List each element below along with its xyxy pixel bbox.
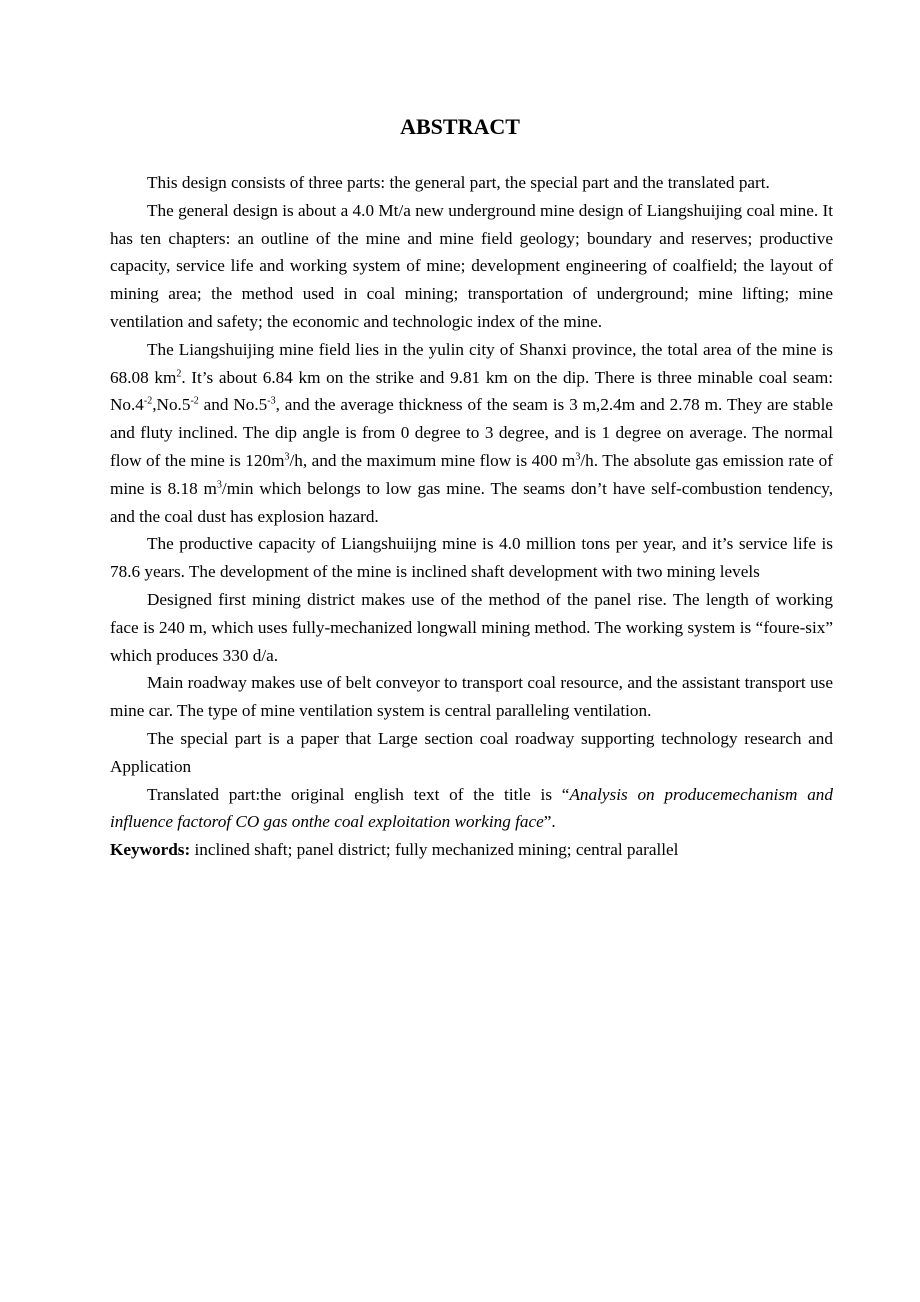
keywords-label: Keywords: [110,840,191,860]
paragraph-transport: Main roadway makes use of belt conveyor to transport coal resource, and the assistant transport use mine car. The type of mine ventilation system is central paralleling ventilation. [110,673,833,721]
superscript: -2 [143,395,153,407]
paragraph-overview: This design consists of three parts: the general part, the special part and the translated part. [147,173,770,192]
keywords-line [110,836,833,864]
superscript: -3 [267,395,276,407]
superscript: 3 [575,451,581,463]
paragraph-translated-part: Translated part:the original english text of the title is “Analysis on producemechanism and influence factorof CO gas onthe coal exploitation working face”. [110,784,833,832]
paragraph-mining-district: Designed first mining district makes use of the method of the panel rise. The length of working face is 240 m, which uses fully-mechanized longwall mining method. The working system is “foure-six” which produces 330 d/a. [110,589,833,665]
page-title: ABSTRACT [400,114,520,139]
abstract-body [110,169,833,864]
paragraph-special-part: The special part is a paper that Large section coal roadway supporting technology research and Application [110,728,833,776]
paragraph-capacity: The productive capacity of Liangshuiijng mine is 4.0 million tons per year, and it’s service life is 78.6 years. The development of the mine is inclined shaft development with two mining levels [110,534,833,582]
superscript: 3 [284,451,290,463]
paragraph-general-design: The general design is about a 4.0 Mt/a new underground mine design of Liangshuijing coal mine. It has ten chapters: an outline of the mine and mine field geology; boundary and reserves; productive capacity, service life and working system of mine; development engineering of coalfield; the layout of mining area; the method used in coal mining; transportation of underground; mine lifting; mine ventilation and safety; the economic and technologic index of the mine. [110,200,833,331]
superscript: 2 [176,367,182,379]
keywords-text: inclined shaft; panel district; fully mechanized mining; central parallel [190,840,679,860]
paragraph-mine-field: The Liangshuijing mine field lies in the yulin city of Shanxi province, the total area of the mine is 68.08 $km^2$. It’s about 6.84 km on the strike and 9.81 km on the dip. There is three minable coal seam: $No.4^{-2},No.5^{-2}$ and $No.5^{-3}$, and the average thickness of the seam is 3 m,2.4m and 2.78 m. They are stable and fluty inclined. The dip angle is from 0 degree to 3 degree, and is 1 degree on average. The normal flow of the mine is $120m^3/h$, and the maximum mine flow is 400 $m^3/h$. The absolute gas emission rate of mine is 8.18 $m^3/\min$ which belongs to low gas mine. The seams don’t have self-combustion tendency, and the coal dust has explosion hazard. [110,339,833,526]
translated-title: Analysis on producemechanism and influence factorof CO gas onthe coal exploitation working face [110,784,833,832]
superscript: -2 [190,395,199,407]
superscript: 3 [216,479,222,491]
